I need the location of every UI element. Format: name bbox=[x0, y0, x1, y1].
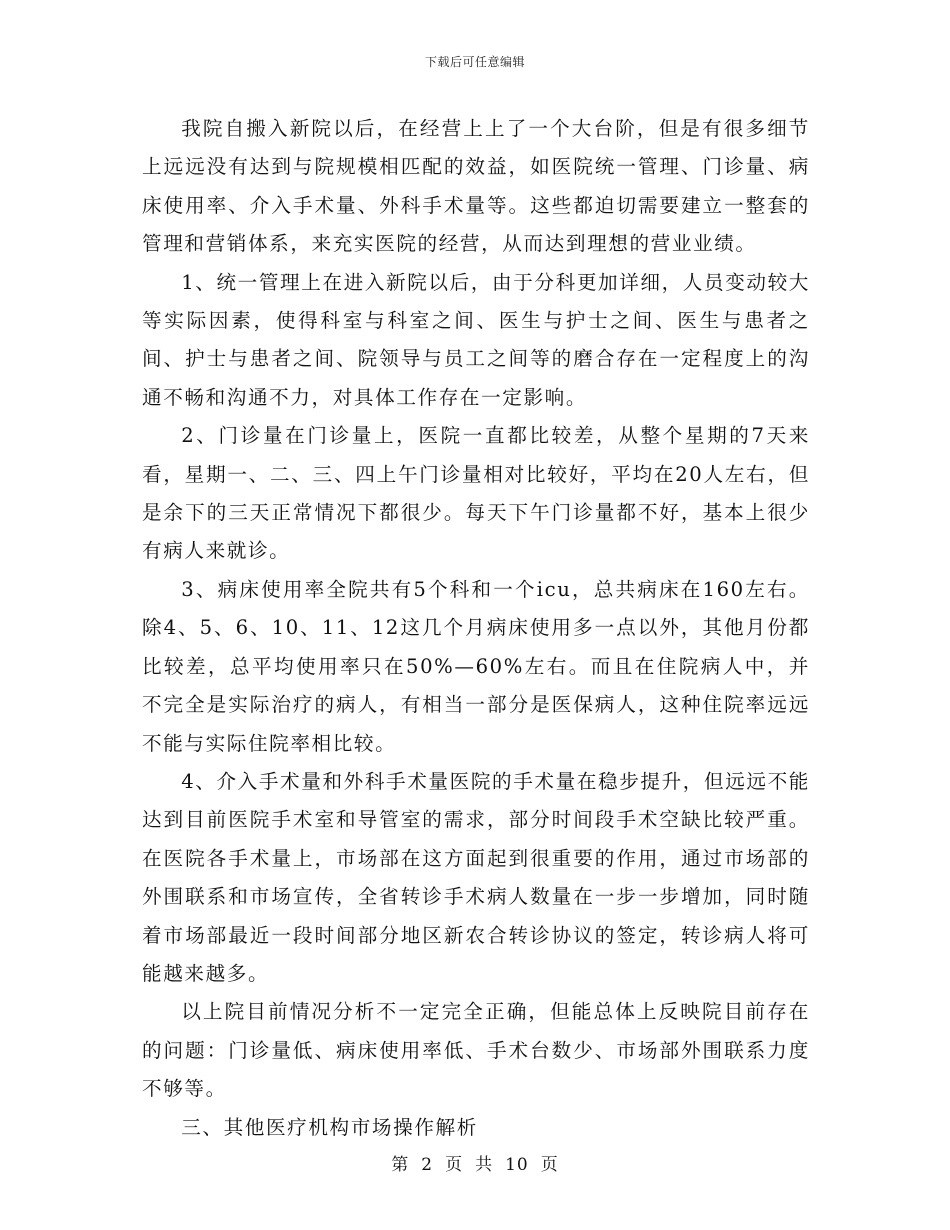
footer-page-current: 2 bbox=[421, 1155, 434, 1175]
page-header: 下载后可任意编辑 bbox=[424, 55, 525, 69]
footer-page-total: 10 bbox=[505, 1155, 529, 1175]
footer-label-gong: 共 bbox=[475, 1155, 494, 1175]
document-body bbox=[142, 110, 810, 1147]
paragraph-unified-management: 1、统一管理上在进入新院以后，由于分科更加详细，人员变动较大等实际因素，使得科室与科室之间、医生与护士之间、医生与患者之间、护士与患者之间、院领导与员工之间等的磨合存在一定程度上的沟通不畅和沟通不力，对具体工作存在一定影响。 bbox=[142, 270, 810, 409]
section-heading: 三、其他医疗机构市场操作解析 bbox=[181, 1115, 478, 1139]
footer-label-di: 第 bbox=[391, 1155, 410, 1175]
paragraph-summary: 以上院目前情况分析不一定完全正确，但能总体上反映院目前存在的问题：门诊量低、病床使用率低、手术台数少、市场部外围联系力度不够等。 bbox=[142, 1000, 810, 1101]
paragraph-surgery-volume: 4、介入手术量和外科手术量医院的手术量在稳步提升，但远远不能达到目前医院手术室和导管室的需求，部分时间段手术空缺比较严重。在医院各手术量上，市场部在这方面起到很重要的作用，通过市场部的外围联系和市场宣传，全省转诊手术病人数量在一步一步增加，同时随着市场部最近一段时间部分地区新农合转诊协议的签定，转诊病人将可能越来越多。 bbox=[142, 769, 810, 985]
paragraph-intro: 我院自搬入新院以后，在经营上上了一个大台阶，但是有很多细节上远远没有达到与院规模相匹配的效益，如医院统一管理、门诊量、病床使用率、介入手术量、外科手术量等。这些都迫切需要建立一整套的管理和营销体系，来充实医院的经营，从而达到理想的营业业绩。 bbox=[142, 117, 810, 256]
paragraph-outpatient-volume: 2、门诊量在门诊量上，医院一直都比较差，从整个星期的7天来看，星期一、二、三、四上午门诊量相对比较好，平均在20人左右，但是余下的三天正常情况下都很少。每天下午门诊量都不好，基本上很少有病人来就诊。 bbox=[142, 424, 810, 563]
footer-label-ye: 页 bbox=[445, 1155, 464, 1175]
paragraph-bed-usage: 3、病床使用率全院共有5个科和一个icu，总共病床在160左右。除4、5、6、10、11、12这几个月病床使用多一点以外，其他月份都比较差，总平均使用率只在50%—60%左右。而且在住院病人中，并不完全是实际治疗的病人，有相当一部分是医保病人，这种住院率远远不能与实际住院率相比较。 bbox=[142, 577, 810, 755]
page-footer bbox=[0, 1150, 950, 1175]
footer-label-ye2: 页 bbox=[540, 1155, 559, 1175]
